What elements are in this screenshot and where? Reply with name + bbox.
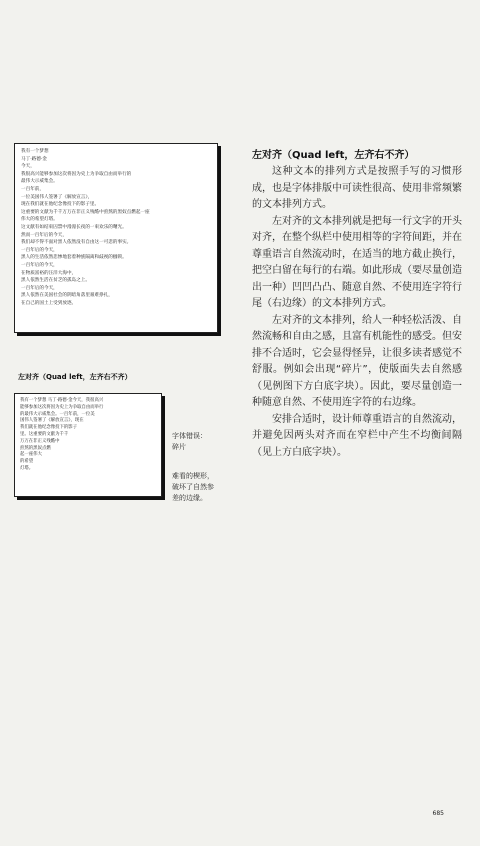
- page-number: 685: [432, 810, 444, 817]
- side-note-line: 碎片: [172, 443, 186, 451]
- body-text: [252, 164, 462, 461]
- side-note-line: 破坏了自然参: [172, 483, 214, 491]
- body-paragraph: 安排合适时，设计师尊重语言的自然流动，并避免因两头对齐而在窄栏中产生不均衡间隔（见上方白底字块）。: [252, 413, 462, 458]
- sample-text-line: 黑人依然生活在贫乏的孤岛之上。: [21, 278, 90, 284]
- sample-text-line: 今天，: [21, 164, 35, 170]
- sample-text-line: 我很高兴能够参加这次将因为史上为争取自由而举行的: [21, 171, 132, 177]
- sample-text-line: 国伟人签署了《解放宣言》，现在: [20, 418, 84, 424]
- sample-text-line: 我有一个梦想: [21, 149, 49, 154]
- sample-text-line: 里。这重要的文献为千千: [20, 431, 69, 437]
- sample-text-line: 能够参加这次将因为史上为争取自由而举行: [20, 404, 104, 410]
- sample-text-line: 伟大的希望灯塔。: [21, 217, 58, 223]
- sample-text-line: 这重要的文献为千千万万在非正义残酷中煎熬的黑奴点燃起一座: [21, 209, 150, 215]
- sample-text-line: 这文献有如结束囚禁中漫漫长夜的一束欢乐的曙光。: [21, 224, 127, 230]
- sample-text-box-good: [14, 143, 218, 333]
- sample-text-line: 煎熬的黑奴点燃: [20, 445, 51, 451]
- sample-text-line: 最伟大示威集会。: [21, 179, 58, 185]
- side-note-wedge: [172, 471, 214, 504]
- sample-text-line: 一位美国伟人签署了《解放宣言》，: [21, 194, 93, 200]
- figure-caption: 左对齐（Quad left，左齐右不齐）: [18, 373, 132, 381]
- sample-text-line: 我有一个梦想 马丁·路德·金今天，我很高兴: [20, 398, 104, 403]
- body-paragraph: 这种文本的排列方式是按照手写的习惯形成，也是字体排版中可读性很高、使用非常频繁的文本排列方式。: [252, 166, 462, 210]
- sample-text-line: 的希望: [20, 459, 34, 465]
- sample-text-line: 黑人依然在美国社会的阴暗角落里艰难挣扎，: [21, 293, 113, 299]
- side-note-line: 差的边缘。: [172, 494, 207, 502]
- section-heading: 左对齐（Quad left，左齐右不齐）: [252, 150, 415, 161]
- side-note-line: 难看的楔形，: [172, 472, 214, 480]
- sample-text-line: 的最伟大示威集会。一百年前，一位美: [20, 411, 95, 417]
- sample-text-line: 一百年后的今天，: [21, 262, 58, 268]
- sample-text-line: 灯塔。: [20, 465, 34, 471]
- sample-text-line: 马丁·路德·金: [21, 156, 47, 162]
- body-paragraph: 左对齐的文本排列就是把每一行文字的开头对齐，在整个纵栏中使用相等的字符间距，并在尊重语言自然流动时，在适当的地方截止换行，把空白留在每行的右端。如此形成（要尽量创造出一种）凹凹凸凸、随意自然、不使用连字符行尾（右边缘）的文本排列方式。: [252, 215, 462, 309]
- side-note-line: 字体错误：: [172, 432, 207, 440]
- sample-text-line: 起一座伟大: [20, 452, 42, 458]
- sample-text-line: 黑人的生活依然悲惨地套着种族隔离和歧视的枷锁。: [21, 255, 127, 261]
- sample-text-line: 一百年后的今天，: [21, 247, 58, 253]
- side-note-fragment: [172, 431, 207, 453]
- sample-text-line: 在物质富裕的汪洋大海中，: [21, 270, 77, 276]
- sample-text-line: 现在我们就在他纪念像投下的影子里。: [21, 202, 100, 208]
- sample-text-line: 然而一百年后的今天，: [21, 232, 67, 238]
- sample-text-line: 万万在非正义残酷中: [20, 438, 60, 444]
- sample-text-line: 一百年后的今天，: [21, 285, 58, 291]
- sample-text-line: 我们却不得不面对黑人依然没有自由这一可悲的事实。: [21, 240, 132, 246]
- sample-text-box-bad: [14, 393, 162, 497]
- sample-text-line: 一百年前，: [21, 186, 44, 192]
- sample-text-line: 在自己的国土上受到放逐。: [21, 300, 77, 306]
- sample-text-line: 我们就在他纪念像投下的影子: [20, 425, 78, 431]
- body-paragraph: 左对齐的文本排列，给人一种轻松活泼、自然流畅和自由之感，且富有机能性的感受。但安排不合适时，它会显得怪异，让很多读者感觉不舒服。例如会出现“碎片”，使版面失去自然感（见例图下方白底字块）。因此，要尽量创造一种随意自然、不使用连字符的右边缘。: [252, 314, 462, 408]
